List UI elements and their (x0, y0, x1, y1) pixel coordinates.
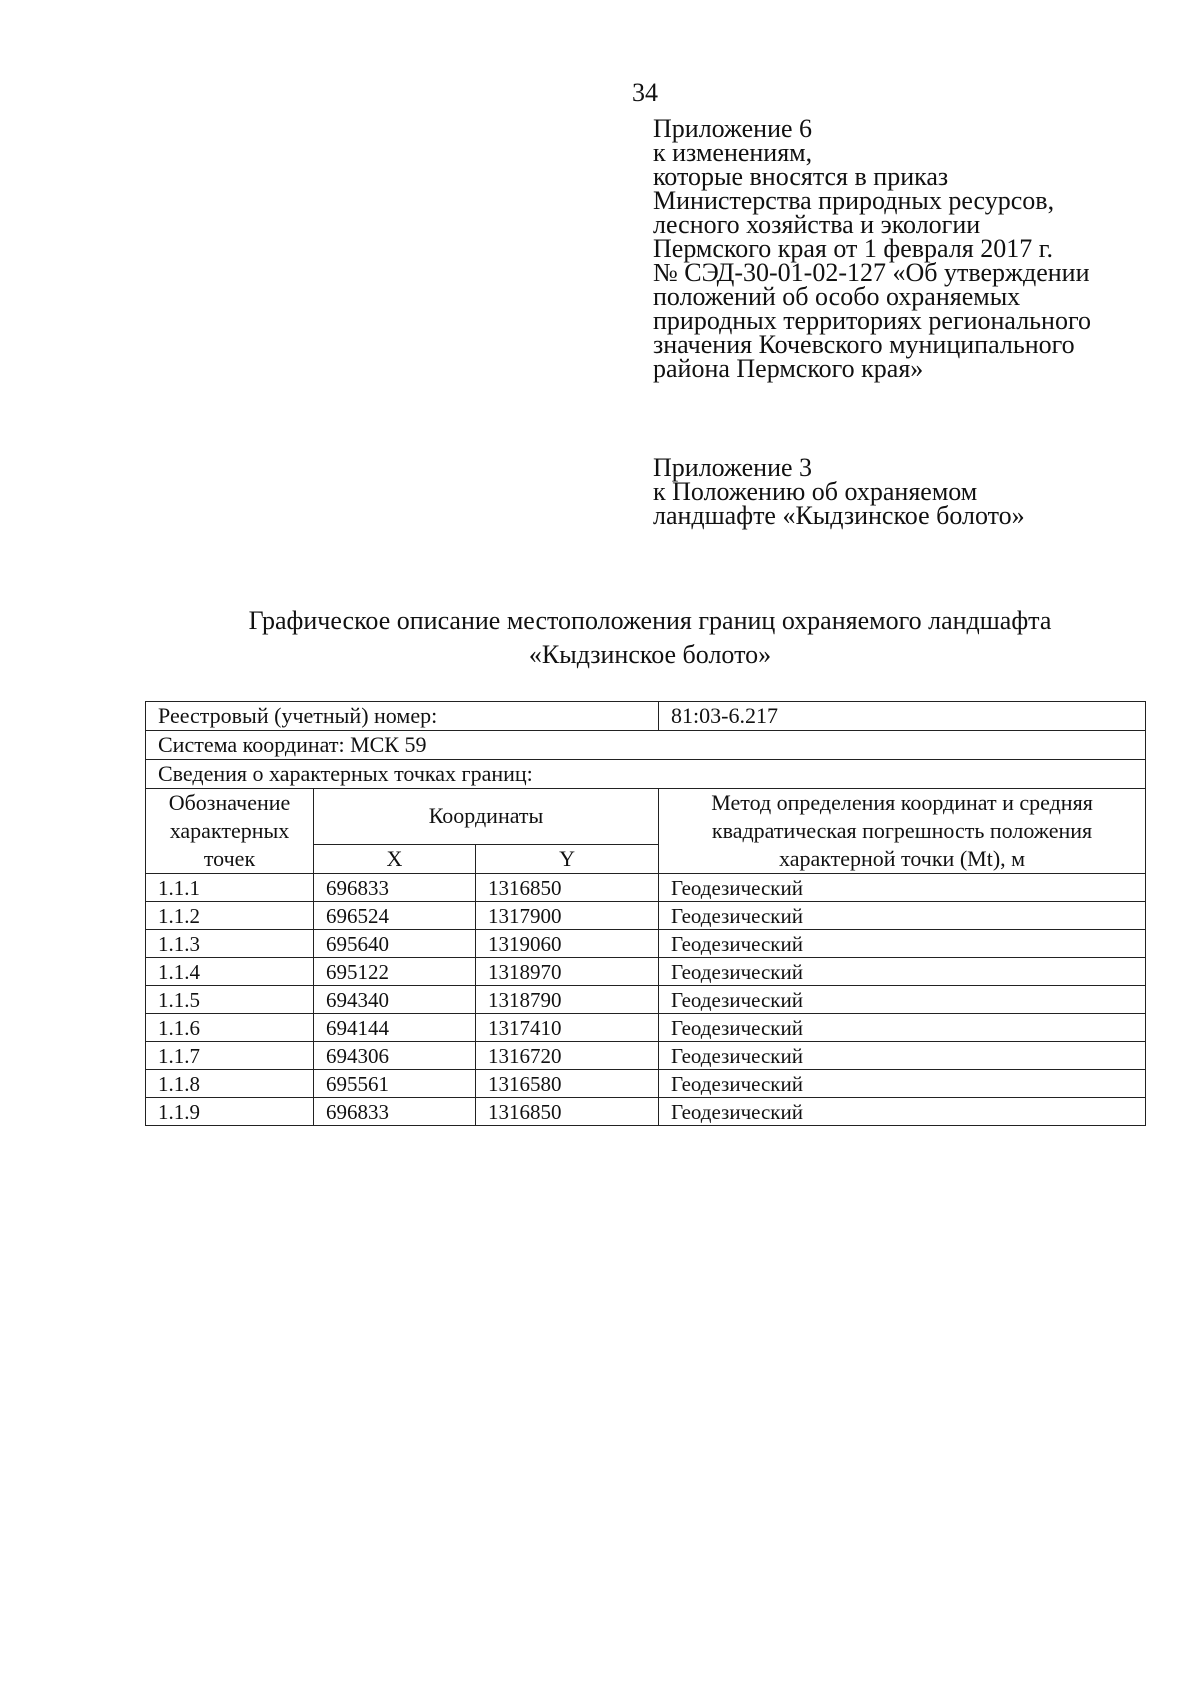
col-header-coords: Координаты (314, 789, 659, 845)
point-cell: 1.1.9 (146, 1098, 314, 1126)
point-cell: 1.1.6 (146, 1014, 314, 1042)
appendix-6-line: № СЭД-30-01-02-127 «Об утверждении (653, 258, 1090, 287)
appendix-3-header (653, 453, 1153, 530)
method-cell: Геодезический (659, 1014, 1146, 1042)
x-cell: 694144 (314, 1014, 476, 1042)
method-cell: Геодезический (659, 1098, 1146, 1126)
col-header-x: X (314, 844, 476, 873)
page-number: 34 (632, 78, 658, 107)
appendix-6-line: Пермского края от 1 февраля 2017 г. (653, 234, 1053, 263)
col-header-method: Метод определения координат и средняя квадратическая погрешность положения характерной точки (Mt), м (659, 789, 1146, 874)
y-cell: 1317900 (476, 902, 659, 930)
document-title (140, 604, 1160, 672)
x-cell: 695640 (314, 930, 476, 958)
y-cell: 1317410 (476, 1014, 659, 1042)
table-row (146, 1042, 1146, 1070)
x-cell: 696833 (314, 874, 476, 902)
appendix-6-line: которые вносятся в приказ (653, 162, 949, 191)
table-row (146, 902, 1146, 930)
table-row (146, 986, 1146, 1014)
registry-label: Реестровый (учетный) номер: (146, 702, 659, 731)
table-row (146, 874, 1146, 902)
points-info-row (146, 760, 1146, 789)
x-cell: 694306 (314, 1042, 476, 1070)
point-cell: 1.1.3 (146, 930, 314, 958)
method-cell: Геодезический (659, 1070, 1146, 1098)
registry-row (146, 702, 1146, 731)
appendix-6-line: положений об особо охраняемых (653, 282, 1021, 311)
appendix-3-line: ландшафте «Кыдзинское болото» (653, 501, 1025, 530)
table-row (146, 958, 1146, 986)
y-cell: 1318790 (476, 986, 659, 1014)
points-info: Сведения о характерных точках границ: (146, 760, 1146, 789)
appendix-6-line: лесного хозяйства и экологии (653, 210, 981, 239)
x-cell: 694340 (314, 986, 476, 1014)
method-cell: Геодезический (659, 1042, 1146, 1070)
table-row (146, 1070, 1146, 1098)
y-cell: 1318970 (476, 958, 659, 986)
table-row (146, 930, 1146, 958)
method-cell: Геодезический (659, 874, 1146, 902)
appendix-6-line: к изменениям, (653, 138, 813, 167)
method-cell: Геодезический (659, 986, 1146, 1014)
y-cell: 1316850 (476, 874, 659, 902)
document-title-line: «Кыдзинское болото» (528, 640, 772, 669)
appendix-3-line: Приложение 3 (653, 453, 813, 482)
boundary-points-table (145, 701, 1146, 1126)
x-cell: 695561 (314, 1070, 476, 1098)
col-header-point: Обозначение характерных точек (146, 789, 314, 874)
appendix-6-line: Приложение 6 (653, 114, 813, 143)
point-cell: 1.1.5 (146, 986, 314, 1014)
appendix-6-line: района Пермского края» (653, 354, 924, 383)
x-cell: 695122 (314, 958, 476, 986)
y-cell: 1319060 (476, 930, 659, 958)
col-header-y: Y (476, 844, 659, 873)
point-cell: 1.1.8 (146, 1070, 314, 1098)
appendix-6-line: значения Кочевского муниципального (653, 330, 1075, 359)
table-row (146, 1098, 1146, 1126)
point-cell: 1.1.1 (146, 874, 314, 902)
method-cell: Геодезический (659, 930, 1146, 958)
method-cell: Геодезический (659, 958, 1146, 986)
coord-system: Система координат: МСК 59 (146, 731, 1146, 760)
appendix-6-line: Министерства природных ресурсов, (653, 186, 1055, 215)
document-title-line: Графическое описание местоположения границ охраняемого ландшафта (248, 606, 1052, 635)
appendix-6-header (653, 114, 1153, 383)
method-cell: Геодезический (659, 902, 1146, 930)
y-cell: 1316850 (476, 1098, 659, 1126)
appendix-3-line: к Положению об охраняемом (653, 477, 978, 506)
column-header-row (146, 789, 1146, 845)
coord-system-row (146, 731, 1146, 760)
y-cell: 1316580 (476, 1070, 659, 1098)
registry-value: 81:03-6.217 (659, 702, 1146, 731)
appendix-6-line: природных территориях регионального (653, 306, 1091, 335)
x-cell: 696524 (314, 902, 476, 930)
point-cell: 1.1.4 (146, 958, 314, 986)
point-cell: 1.1.2 (146, 902, 314, 930)
table-row (146, 1014, 1146, 1042)
point-cell: 1.1.7 (146, 1042, 314, 1070)
y-cell: 1316720 (476, 1042, 659, 1070)
x-cell: 696833 (314, 1098, 476, 1126)
